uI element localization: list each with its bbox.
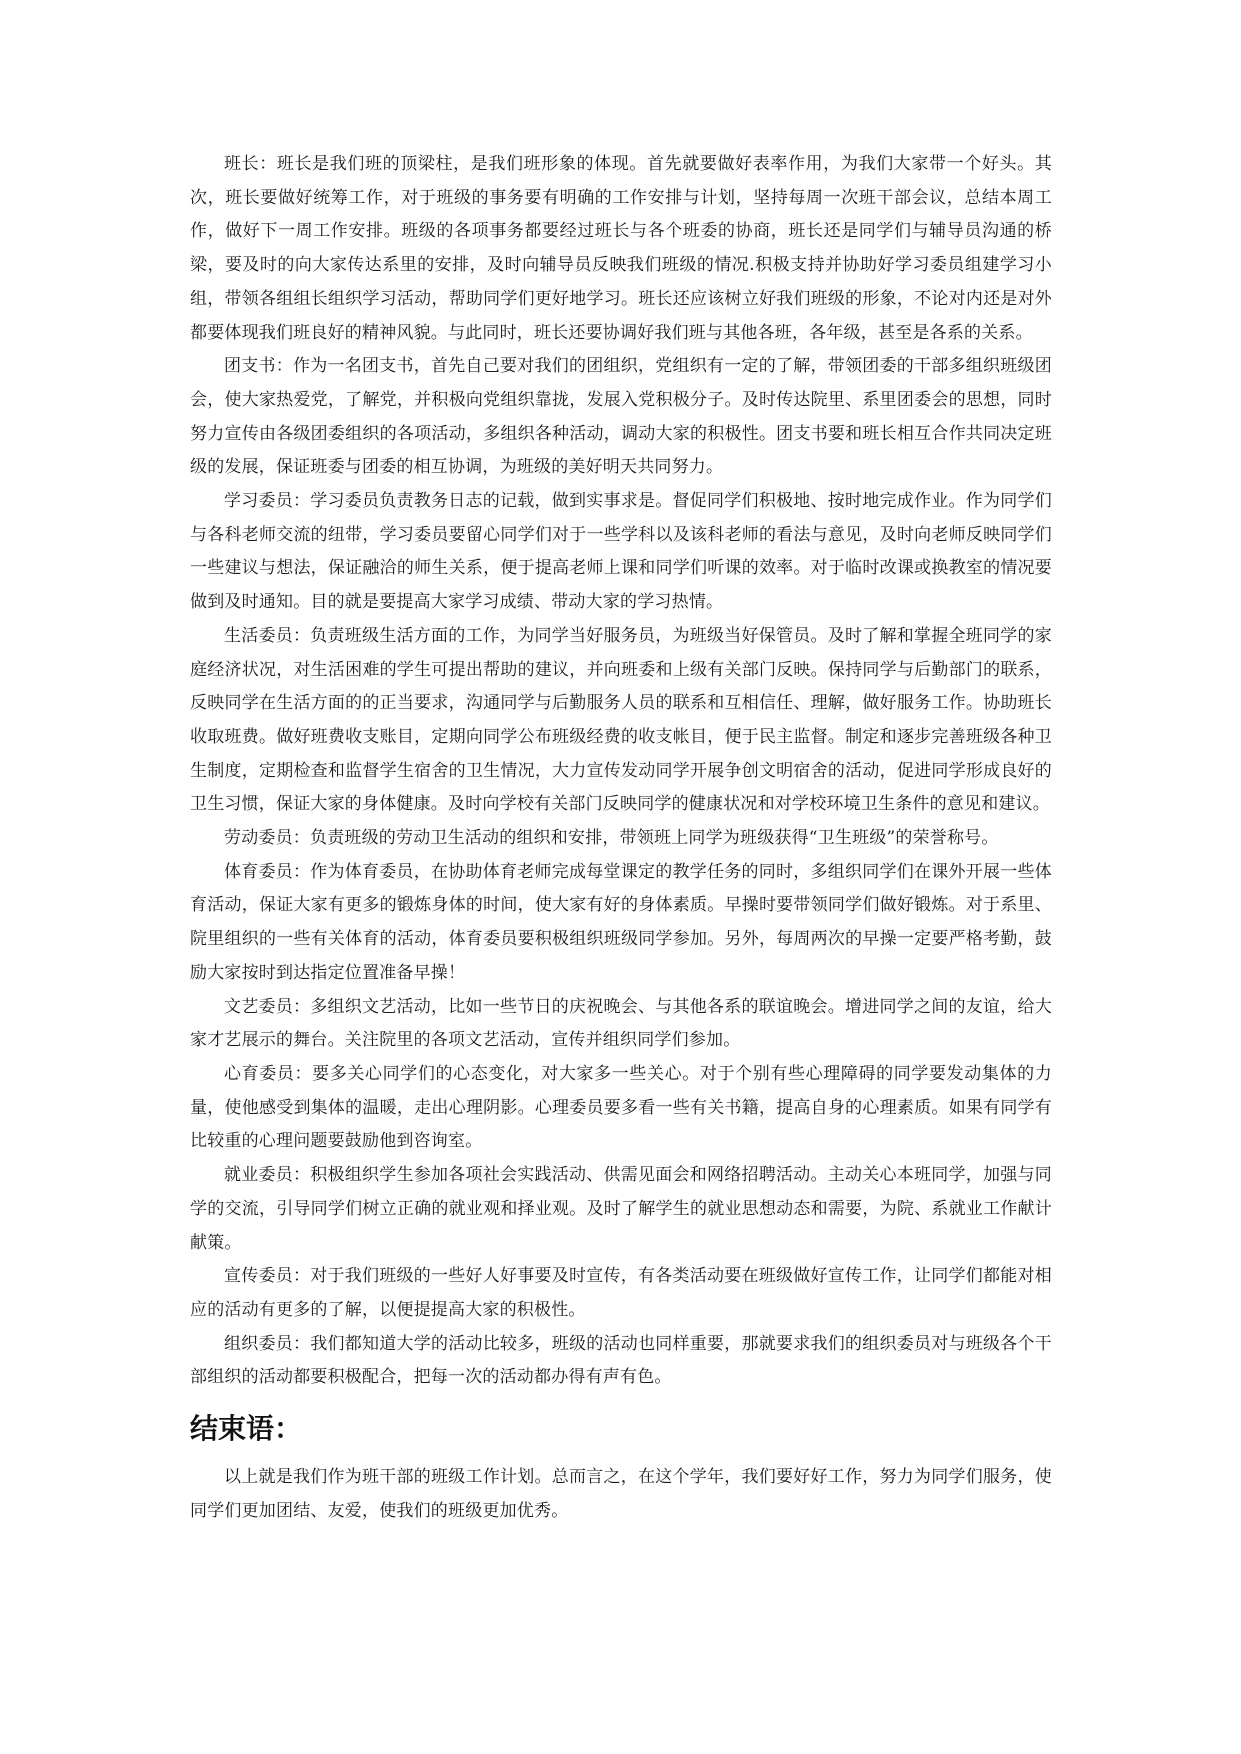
role-paragraph-organization-committee: 组织委员：我们都知道大学的活动比较多，班级的活动也同样重要，那就要求我们的组织委员对与班级各个干部组织的活动都要积极配合，把每一次的活动都办得有声有色。 <box>190 1333 1052 1388</box>
role-paragraph-publicity-committee: 宣传委员：对于我们班级的一些好人好事要及时宣传，有各类活动要在班级做好宣传工作，让同学们都能对相应的活动有更多的了解，以便提提高大家的积极性。 <box>190 1266 1052 1320</box>
role-paragraph-life-committee: 生活委员：负责班级生活方面的工作，为同学当好服务员，为班级当好保管员。及时了解和掌握全班同学的家庭经济状况，对生活困难的学生可提出帮助的建议，并向班委和上级有关部门反映。保持同学与后勤部门的联系，反映同学在生活方面的的正当要求，沟通同学与后勤服务人员的联系和互相信任、理解，做好服务工作。协助班长收取班费。做好班费收支账目，定期向同学公布班级经费的收支帐目，便于民主监督。制定和逐步完善班级各种卫生制度，定期检查和监督学生宿舍的卫生情况，大力宣传发动同学开展争创文明宿舍的活动，促进同学形成良好的卫生习惯，保证大家的身体健康。及时向学校有关部门反映同学的健康状况和对学校环境卫生条件的意见和建议。 <box>190 625 1052 815</box>
role-paragraph-labor-committee: 劳动委员：负责班级的劳动卫生活动的组织和安排，带领班上同学为班级获得“卫生班级”的荣誉称号。 <box>224 828 999 849</box>
document-page <box>190 148 1052 1528</box>
role-paragraph-employment-committee: 就业委员：积极组织学生参加各项社会实践活动、供需见面会和网络招聘活动。主动关心本班同学，加强与同学的交流，引导同学们树立正确的就业观和择业观。及时了解学生的就业思想动态和需要，为院、系就业工作献计献策。 <box>190 1165 1052 1253</box>
role-paragraph-arts-committee: 文艺委员：多组织文艺活动，比如一些节日的庆祝晚会、与其他各系的联谊晚会。增进同学之间的友谊，给大家才艺展示的舞台。关注院里的各项文艺活动，宣传并组织同学们参加。 <box>190 996 1052 1051</box>
role-paragraph-study-committee: 学习委员：学习委员负责教务日志的记载，做到实事求是。督促同学们积极地、按时地完成作业。作为同学们与各科老师交流的纽带，学习委员要留心同学们对于一些学科以及该科老师的看法与意见，及时向老师反映同学们一些建议与想法，保证融洽的师生关系，便于提高老师上课和同学们听课的效率。对于临时改课或换教室的情况要做到及时通知。目的就是要提高大家学习成绩、带动大家的学习热情。 <box>190 491 1052 613</box>
role-paragraph-sports-committee: 体育委员：作为体育委员，在协助体育老师完成每堂课定的教学任务的同时，多组织同学们在课外开展一些体育活动，保证大家有更多的锻炼身体的时间，使大家有好的身体素质。早操时要带领同学们做好锻炼。对于系里、院里组织的一些有关体育的活动，体育委员要积极组织班级同学参加。另外，每周两次的早操一定要严格考勤，鼓励大家按时到达指定位置准备早操！ <box>190 861 1052 983</box>
role-paragraph-league-secretary: 团支书：作为一名团支书，首先自己要对我们的团组织，党组织有一定的了解，带领团委的干部多组织班级团会，使大家热爱党，了解党，并积极向党组织靠拢，发展入党积极分子。及时传达院里、系里团委会的思想，同时努力宣传由各级团委组织的各项活动，多组织各种活动，调动大家的积极性。团支书要和班长相互合作共同决定班级的发展，保证班委与团委的相互协调，为班级的美好明天共同努力。 <box>190 356 1052 478</box>
role-paragraph-monitor: 班长：班长是我们班的顶梁柱，是我们班形象的体现。首先就要做好表率作用，为我们大家带一个好头。其次，班长要做好统筹工作，对于班级的事务要有明确的工作安排与计划，坚持每周一次班干部会议，总结本周工作，做好下一周工作安排。班级的各项事务都要经过班长与各个班委的协商，班长还是同学们与辅导员沟通的桥梁，要及时的向大家传达系里的安排，及时向辅导员反映我们班级的情况.积极支持并协助好学习委员组建学习小组，带领各组组长组织学习活动，帮助同学们更好地学习。班长还应该树立好我们班级的形象，不论对内还是对外都要体现我们班良好的精神风貌。与此同时，班长还要协调好我们班与其他各班，各年级，甚至是各系的关系。 <box>190 154 1052 343</box>
role-paragraph-mental-health-committee: 心育委员：要多关心同学们的心态变化，对大家多一些关心。对于个别有些心理障碍的同学要发动集体的力量，使他感受到集体的温暖，走出心理阴影。心理委员要多看一些有关书籍，提高自身的心理素质。如果有同学有比较重的心理问题要鼓励他到咨询室。 <box>190 1063 1052 1152</box>
conclusion-heading: 结束语： <box>190 1412 303 1446</box>
conclusion-paragraph: 以上就是我们作为班干部的班级工作计划。总而言之，在这个学年，我们要好好工作，努力为同学们服务，使同学们更加团结、友爱，使我们的班级更加优秀。 <box>190 1467 1052 1521</box>
